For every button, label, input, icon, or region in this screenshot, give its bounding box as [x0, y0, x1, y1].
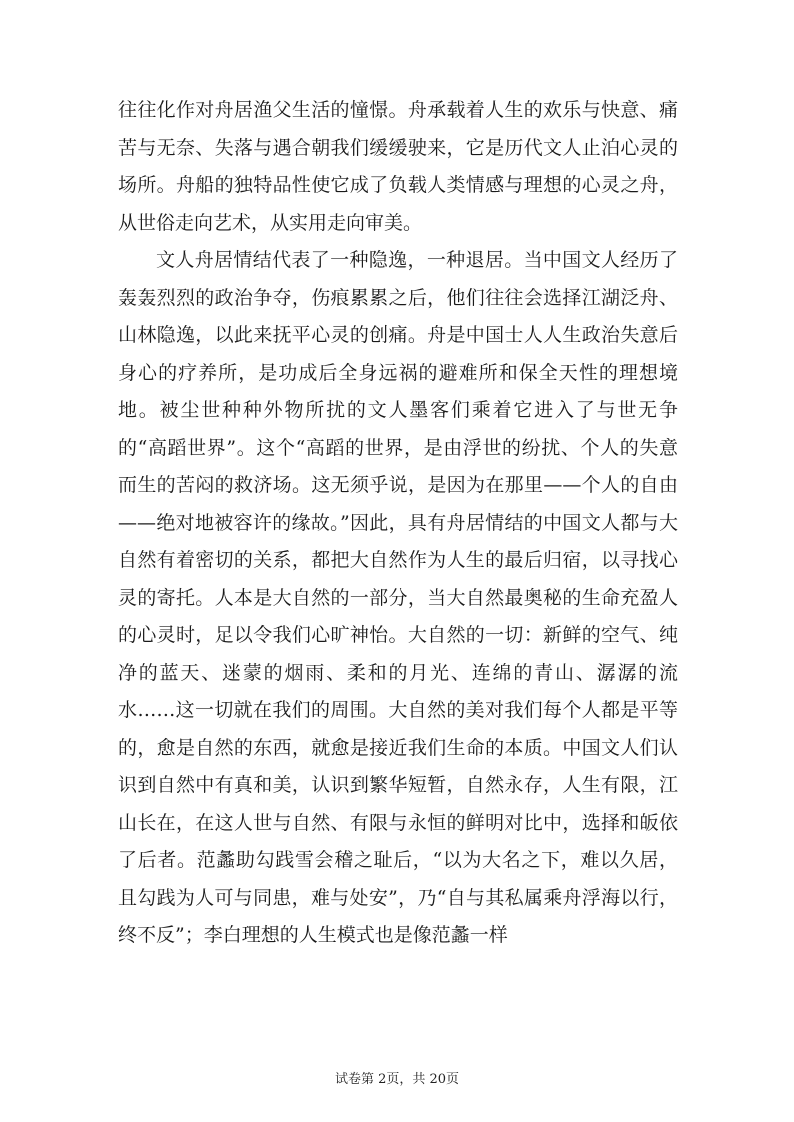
body-text — [118, 92, 678, 955]
page-footer: 试卷第 2页，共 20页 — [334, 1072, 460, 1087]
paragraph-continuation: 往往化作对舟居渔父生活的憧憬。舟承载着人生的欢乐与快意、痛苦与无奈、失落与遇合朝我们缓缓驶来，它是历代文人止泊心灵的场所。舟船的独特品性使它成了负载人类情感与理想的心灵之舟，从世俗走向艺术，从实用走向审美。 — [118, 99, 678, 234]
paragraph-boat-dwelling: 文人舟居情结代表了一种隐逸，一种退居。当中国文人经历了轰轰烈烈的政治争夺，伤痕累累之后，他们往往会选择江湖泛舟、山林隐逸，以此来抚平心灵的创痛。舟是中国士人人生政治失意后身心的疗养所，是功成后全身远祸的避难所和保全天性的理想境地。被尘世种种外物所扰的文人墨客们乘着它进入了与世无争的“高蹈世界”。这个“高蹈的世界，是由浮世的纷扰、个人的失意而生的苦闷的救济场。这无须乎说，是因为在那里——个人的自由——绝对地被容许的缘故。”因此，具有舟居情结的中国文人都与大自然有着密切的关系，都把大自然作为人生的最后归宿，以寻找心灵的寄托。人本是大自然的一部分，当大自然最奥秘的生命充盈人的心灵时，足以令我们心旷神怡。大自然的一切：新鲜的空气、纯净的蓝天、迷蒙的烟雨、柔和的月光、连绵的青山、潺潺的流水……这一切就在我们的周围。大自然的美对我们每个人都是平等的，愈是自然的东西，就愈是接近我们生命的本质。中国文人们认识到自然中有真和美，认识到繁华短暂，自然永存，人生有限，江山长在，在这人世与自然、有限与永恒的鲜明对比中，选择和皈依了后者。范蠡助勾践雪会稽之耻后，“以为大名之下，难以久居，且勾践为人可与同患，难与处安”，乃“自与其私属乘舟浮海以行，终不反”；李白理想的人生模式也是像范蠡一样 — [118, 249, 678, 946]
